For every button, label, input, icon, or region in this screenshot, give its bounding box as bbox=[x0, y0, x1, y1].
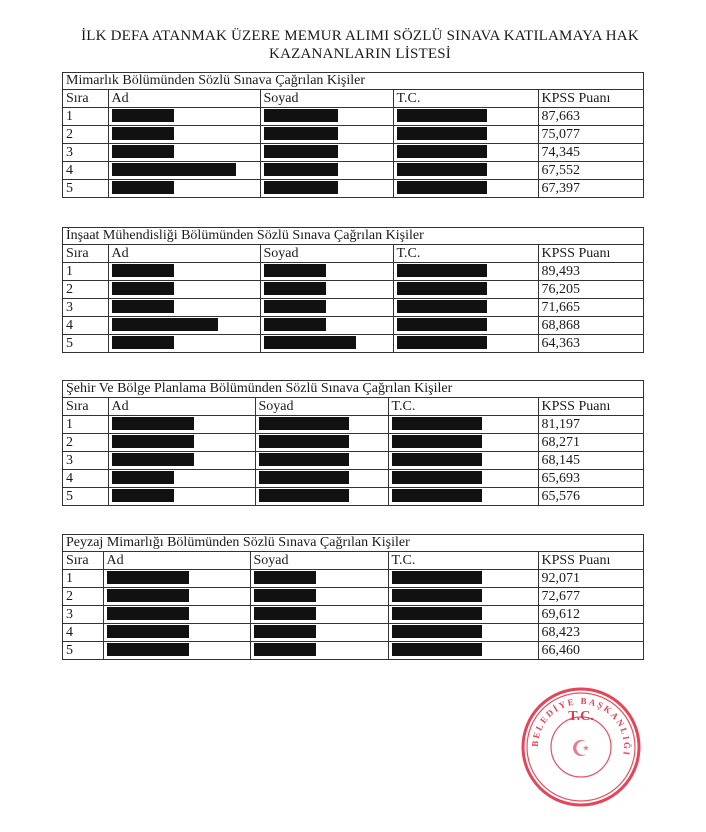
redaction-bar bbox=[259, 435, 349, 448]
sira-cell: 2 bbox=[63, 281, 108, 299]
tc-cell bbox=[388, 642, 538, 660]
table-header-row bbox=[63, 552, 643, 570]
header-ad: Ad bbox=[103, 552, 250, 570]
sira-cell: 2 bbox=[63, 434, 108, 452]
redaction-bar bbox=[392, 607, 482, 620]
ad-cell bbox=[108, 488, 255, 506]
soyad-cell bbox=[260, 126, 393, 144]
redaction-bar bbox=[397, 127, 487, 140]
table-row bbox=[63, 299, 643, 317]
redaction-bar bbox=[259, 489, 349, 502]
table-row bbox=[63, 642, 643, 660]
redaction-bar bbox=[392, 589, 482, 602]
kpss-cell: 67,397 bbox=[538, 180, 643, 198]
ad-cell bbox=[103, 624, 250, 642]
soyad-cell bbox=[255, 488, 388, 506]
table-row bbox=[63, 488, 643, 506]
candidate-table bbox=[63, 90, 643, 197]
redaction-bar bbox=[264, 318, 326, 331]
tc-cell bbox=[388, 624, 538, 642]
header-ad: Ad bbox=[108, 90, 260, 108]
table-row bbox=[63, 144, 643, 162]
kpss-cell: 89,493 bbox=[538, 263, 643, 281]
tc-cell bbox=[393, 180, 538, 198]
redaction-bar bbox=[264, 264, 326, 277]
redaction-bar bbox=[392, 489, 482, 502]
sira-cell: 2 bbox=[63, 588, 103, 606]
redaction-bar bbox=[107, 571, 189, 584]
section-sehir-planlama bbox=[62, 380, 644, 506]
redaction-bar bbox=[254, 625, 316, 638]
candidate-table bbox=[63, 245, 643, 352]
star-crescent-icon: ☪ bbox=[571, 737, 591, 762]
tc-cell bbox=[388, 570, 538, 588]
header-kpss: KPSS Puanı bbox=[538, 245, 643, 263]
soyad-cell bbox=[260, 108, 393, 126]
table-row bbox=[63, 180, 643, 198]
table-header-row bbox=[63, 90, 643, 108]
tc-cell bbox=[393, 317, 538, 335]
table-row bbox=[63, 570, 643, 588]
sira-cell: 3 bbox=[63, 144, 108, 162]
redaction-bar bbox=[264, 181, 338, 194]
redaction-bar bbox=[264, 282, 326, 295]
tc-cell bbox=[388, 452, 538, 470]
section-title: Peyzaj Mimarlığı Bölümünden Sözlü Sınava Çağrılan Kişiler bbox=[63, 535, 643, 552]
stamp-center-text: T.C. bbox=[568, 709, 594, 724]
header-ad: Ad bbox=[108, 245, 260, 263]
redaction-bar bbox=[392, 571, 482, 584]
header-sira: Sıra bbox=[63, 245, 108, 263]
soyad-cell bbox=[260, 335, 393, 353]
redaction-bar bbox=[112, 282, 174, 295]
redaction-bar bbox=[254, 607, 316, 620]
soyad-cell bbox=[260, 144, 393, 162]
redaction-bar bbox=[397, 163, 487, 176]
redaction-bar bbox=[112, 264, 174, 277]
document-title-line-1: İLK DEFA ATANMAK ÜZERE MEMUR ALIMI SÖZLÜ SINAVA KATILAMAYA HAK bbox=[81, 28, 639, 44]
document-title-line-2: KAZANANLARIN LİSTESİ bbox=[269, 46, 451, 62]
kpss-cell: 64,363 bbox=[538, 335, 643, 353]
table-row bbox=[63, 416, 643, 434]
redaction-bar bbox=[392, 435, 482, 448]
header-kpss: KPSS Puanı bbox=[538, 90, 643, 108]
sira-cell: 2 bbox=[63, 126, 108, 144]
soyad-cell bbox=[260, 263, 393, 281]
section-mimarlik bbox=[62, 72, 644, 198]
soyad-cell bbox=[260, 281, 393, 299]
redaction-bar bbox=[259, 417, 349, 430]
redaction-bar bbox=[392, 417, 482, 430]
tc-cell bbox=[393, 299, 538, 317]
redaction-bar bbox=[112, 109, 174, 122]
kpss-cell: 76,205 bbox=[538, 281, 643, 299]
header-tc: T.C. bbox=[393, 90, 538, 108]
kpss-cell: 81,197 bbox=[538, 416, 643, 434]
tc-cell bbox=[393, 108, 538, 126]
header-kpss: KPSS Puanı bbox=[538, 398, 643, 416]
tc-cell bbox=[393, 144, 538, 162]
tc-cell bbox=[388, 434, 538, 452]
section-insaat bbox=[62, 227, 644, 353]
section-peyzaj bbox=[62, 534, 644, 660]
ad-cell bbox=[108, 108, 260, 126]
ad-cell bbox=[108, 263, 260, 281]
soyad-cell bbox=[250, 642, 388, 660]
header-tc: T.C. bbox=[388, 398, 538, 416]
kpss-cell: 92,071 bbox=[538, 570, 643, 588]
redaction-bar bbox=[259, 471, 349, 484]
redaction-bar bbox=[112, 336, 174, 349]
candidate-table bbox=[63, 552, 643, 659]
header-tc: T.C. bbox=[388, 552, 538, 570]
header-ad: Ad bbox=[108, 398, 255, 416]
ad-cell bbox=[108, 126, 260, 144]
kpss-cell: 72,677 bbox=[538, 588, 643, 606]
sira-cell: 5 bbox=[63, 335, 108, 353]
redaction-bar bbox=[397, 264, 487, 277]
soyad-cell bbox=[250, 588, 388, 606]
kpss-cell: 69,612 bbox=[538, 606, 643, 624]
sira-cell: 4 bbox=[63, 470, 108, 488]
redaction-bar bbox=[397, 181, 487, 194]
redaction-bar bbox=[397, 109, 487, 122]
soyad-cell bbox=[255, 470, 388, 488]
kpss-cell: 74,345 bbox=[538, 144, 643, 162]
header-tc: T.C. bbox=[393, 245, 538, 263]
redaction-bar bbox=[112, 471, 174, 484]
header-soyad: Soyad bbox=[260, 245, 393, 263]
redaction-bar bbox=[264, 336, 356, 349]
header-sira: Sıra bbox=[63, 90, 108, 108]
sira-cell: 3 bbox=[63, 606, 103, 624]
table-row bbox=[63, 434, 643, 452]
table-row bbox=[63, 317, 643, 335]
section-title: İnşaat Mühendisliği Bölümünden Sözlü Sınava Çağrılan Kişiler bbox=[63, 228, 643, 245]
kpss-cell: 87,663 bbox=[538, 108, 643, 126]
candidate-table bbox=[63, 398, 643, 505]
table-row bbox=[63, 263, 643, 281]
kpss-cell: 68,868 bbox=[538, 317, 643, 335]
sira-cell: 1 bbox=[63, 570, 103, 588]
header-kpss: KPSS Puanı bbox=[538, 552, 643, 570]
redaction-bar bbox=[112, 453, 194, 466]
redaction-bar bbox=[264, 145, 338, 158]
kpss-cell: 65,693 bbox=[538, 470, 643, 488]
table-header-row bbox=[63, 398, 643, 416]
sira-cell: 3 bbox=[63, 452, 108, 470]
sira-cell: 5 bbox=[63, 488, 108, 506]
redaction-bar bbox=[107, 607, 189, 620]
tc-cell bbox=[388, 588, 538, 606]
ad-cell bbox=[103, 588, 250, 606]
kpss-cell: 68,271 bbox=[538, 434, 643, 452]
sira-cell: 4 bbox=[63, 162, 108, 180]
redaction-bar bbox=[264, 163, 338, 176]
table-row bbox=[63, 335, 643, 353]
kpss-cell: 75,077 bbox=[538, 126, 643, 144]
ad-cell bbox=[108, 299, 260, 317]
soyad-cell bbox=[255, 416, 388, 434]
header-soyad: Soyad bbox=[255, 398, 388, 416]
table-row bbox=[63, 606, 643, 624]
ad-cell bbox=[108, 317, 260, 335]
redaction-bar bbox=[254, 589, 316, 602]
redaction-bar bbox=[254, 643, 316, 656]
header-soyad: Soyad bbox=[250, 552, 388, 570]
kpss-cell: 65,576 bbox=[538, 488, 643, 506]
ad-cell bbox=[108, 416, 255, 434]
redaction-bar bbox=[392, 471, 482, 484]
tc-cell bbox=[388, 416, 538, 434]
header-soyad: Soyad bbox=[260, 90, 393, 108]
redaction-bar bbox=[112, 300, 174, 313]
table-row bbox=[63, 588, 643, 606]
ad-cell bbox=[103, 606, 250, 624]
redaction-bar bbox=[112, 435, 194, 448]
header-sira: Sıra bbox=[63, 552, 103, 570]
kpss-cell: 68,423 bbox=[538, 624, 643, 642]
section-title: Şehir Ve Bölge Planlama Bölümünden Sözlü Sınava Çağrılan Kişiler bbox=[63, 381, 643, 398]
redaction-bar bbox=[107, 643, 189, 656]
sira-cell: 5 bbox=[63, 642, 103, 660]
ad-cell bbox=[108, 335, 260, 353]
redaction-bar bbox=[112, 127, 174, 140]
redaction-bar bbox=[397, 300, 487, 313]
kpss-cell: 68,145 bbox=[538, 452, 643, 470]
sira-cell: 5 bbox=[63, 180, 108, 198]
redaction-bar bbox=[254, 571, 316, 584]
ad-cell bbox=[108, 470, 255, 488]
tc-cell bbox=[393, 335, 538, 353]
redaction-bar bbox=[264, 109, 338, 122]
soyad-cell bbox=[260, 180, 393, 198]
soyad-cell bbox=[250, 624, 388, 642]
soyad-cell bbox=[250, 606, 388, 624]
sira-cell: 1 bbox=[63, 108, 108, 126]
official-stamp bbox=[520, 686, 642, 808]
redaction-bar bbox=[112, 318, 218, 331]
ad-cell bbox=[108, 162, 260, 180]
tc-cell bbox=[393, 281, 538, 299]
soyad-cell bbox=[260, 162, 393, 180]
ad-cell bbox=[103, 570, 250, 588]
tc-cell bbox=[393, 162, 538, 180]
redaction-bar bbox=[107, 589, 189, 602]
table-header-row bbox=[63, 245, 643, 263]
redaction-bar bbox=[112, 145, 174, 158]
redaction-bar bbox=[397, 145, 487, 158]
table-row bbox=[63, 108, 643, 126]
header-sira: Sıra bbox=[63, 398, 108, 416]
redaction-bar bbox=[259, 453, 349, 466]
redaction-bar bbox=[397, 318, 487, 331]
tc-cell bbox=[393, 263, 538, 281]
kpss-cell: 67,552 bbox=[538, 162, 643, 180]
ad-cell bbox=[108, 452, 255, 470]
table-row bbox=[63, 281, 643, 299]
redaction-bar bbox=[112, 417, 194, 430]
soyad-cell bbox=[250, 570, 388, 588]
redaction-bar bbox=[264, 300, 326, 313]
kpss-cell: 66,460 bbox=[538, 642, 643, 660]
redaction-bar bbox=[397, 282, 487, 295]
soyad-cell bbox=[260, 299, 393, 317]
redaction-bar bbox=[392, 453, 482, 466]
soyad-cell bbox=[255, 452, 388, 470]
sira-cell: 1 bbox=[63, 416, 108, 434]
table-row bbox=[63, 624, 643, 642]
sira-cell: 3 bbox=[63, 299, 108, 317]
ad-cell bbox=[108, 180, 260, 198]
table-row bbox=[63, 452, 643, 470]
soyad-cell bbox=[260, 317, 393, 335]
tc-cell bbox=[388, 488, 538, 506]
stamp-ring-text: BELEDİYE BAŞKANLIĞI bbox=[529, 695, 633, 758]
redaction-bar bbox=[112, 163, 236, 176]
sira-cell: 4 bbox=[63, 317, 108, 335]
ad-cell bbox=[108, 434, 255, 452]
redaction-bar bbox=[392, 625, 482, 638]
table-row bbox=[63, 470, 643, 488]
tc-cell bbox=[388, 606, 538, 624]
section-title: Mimarlık Bölümünden Sözlü Sınava Çağrılan Kişiler bbox=[63, 73, 643, 90]
ad-cell bbox=[103, 642, 250, 660]
redaction-bar bbox=[107, 625, 189, 638]
soyad-cell bbox=[255, 434, 388, 452]
tc-cell bbox=[393, 126, 538, 144]
tc-cell bbox=[388, 470, 538, 488]
table-row bbox=[63, 162, 643, 180]
sira-cell: 4 bbox=[63, 624, 103, 642]
ad-cell bbox=[108, 144, 260, 162]
kpss-cell: 71,665 bbox=[538, 299, 643, 317]
redaction-bar bbox=[392, 643, 482, 656]
redaction-bar bbox=[112, 489, 174, 502]
sira-cell: 1 bbox=[63, 263, 108, 281]
redaction-bar bbox=[264, 127, 338, 140]
redaction-bar bbox=[112, 181, 174, 194]
redaction-bar bbox=[397, 336, 487, 349]
ad-cell bbox=[108, 281, 260, 299]
table-row bbox=[63, 126, 643, 144]
